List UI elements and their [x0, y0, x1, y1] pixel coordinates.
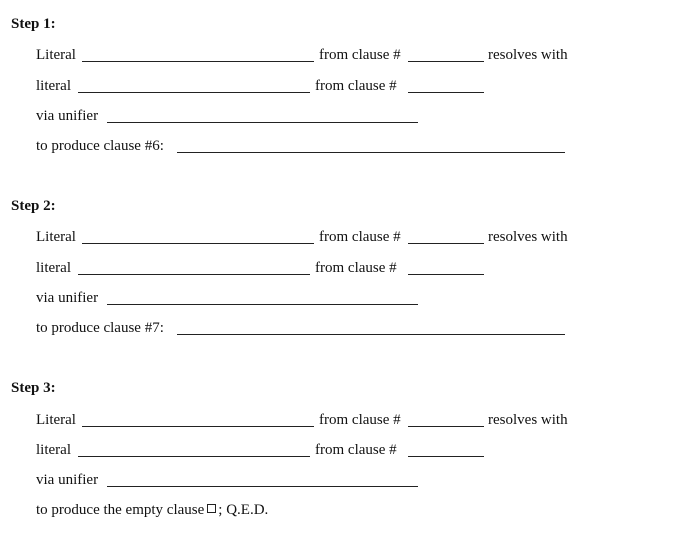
- step-title: Step 1:: [11, 16, 56, 32]
- via-unifier-label: via unifier: [36, 472, 99, 488]
- literal-label: literal: [36, 260, 71, 276]
- unifier-row: [0, 107, 691, 127]
- empty-clause-box-icon: [207, 504, 216, 513]
- unifier-blank[interactable]: [107, 486, 418, 487]
- literal-blank[interactable]: [78, 274, 310, 275]
- resolves-with-label: resolves with: [488, 229, 568, 245]
- literal-label: Literal: [36, 412, 76, 428]
- resolves-with-label: resolves with: [488, 412, 568, 428]
- resolves-with-label: resolves with: [488, 47, 568, 63]
- produce-row: [0, 319, 691, 339]
- literal-label: literal: [36, 442, 71, 458]
- clause-number-blank[interactable]: [408, 426, 484, 427]
- clause-number-blank[interactable]: [408, 274, 484, 275]
- unifier-row: [0, 289, 691, 309]
- produced-clause-blank[interactable]: [177, 152, 565, 153]
- step-title: Step 2:: [11, 198, 56, 214]
- from-clause-label: from clause #: [315, 78, 397, 94]
- literal-label: literal: [36, 78, 71, 94]
- clause-number-blank[interactable]: [408, 61, 484, 62]
- produce-label: to produce the empty clause: [36, 502, 205, 518]
- produce-statement: [36, 501, 268, 519]
- clause-number-blank[interactable]: [408, 92, 484, 93]
- second-literal-row: [0, 77, 691, 97]
- via-unifier-label: via unifier: [36, 290, 99, 306]
- unifier-blank[interactable]: [107, 304, 418, 305]
- clause-number-blank[interactable]: [408, 456, 484, 457]
- second-literal-row: [0, 441, 691, 461]
- produced-clause-blank[interactable]: [177, 334, 565, 335]
- step-title: Step 3:: [11, 380, 56, 396]
- literal-blank[interactable]: [82, 426, 314, 427]
- literal-row: [0, 228, 691, 248]
- literal-label: Literal: [36, 47, 76, 63]
- unifier-row: [0, 471, 691, 491]
- literal-blank[interactable]: [82, 243, 314, 244]
- literal-row: [0, 46, 691, 66]
- qed-label: ; Q.E.D.: [218, 502, 269, 518]
- literal-blank[interactable]: [82, 61, 314, 62]
- from-clause-label: from clause #: [319, 412, 401, 428]
- unifier-blank[interactable]: [107, 122, 418, 123]
- from-clause-label: from clause #: [319, 229, 401, 245]
- literal-row: [0, 411, 691, 431]
- via-unifier-label: via unifier: [36, 108, 99, 124]
- from-clause-label: from clause #: [315, 442, 397, 458]
- literal-blank[interactable]: [78, 92, 310, 93]
- clause-number-blank[interactable]: [408, 243, 484, 244]
- from-clause-label: from clause #: [315, 260, 397, 276]
- literal-label: Literal: [36, 229, 76, 245]
- produce-label: to produce clause #7:: [36, 320, 164, 336]
- produce-label: to produce clause #6:: [36, 138, 164, 154]
- literal-blank[interactable]: [78, 456, 310, 457]
- from-clause-label: from clause #: [319, 47, 401, 63]
- produce-row: [0, 137, 691, 157]
- produce-row: [0, 501, 691, 521]
- second-literal-row: [0, 259, 691, 279]
